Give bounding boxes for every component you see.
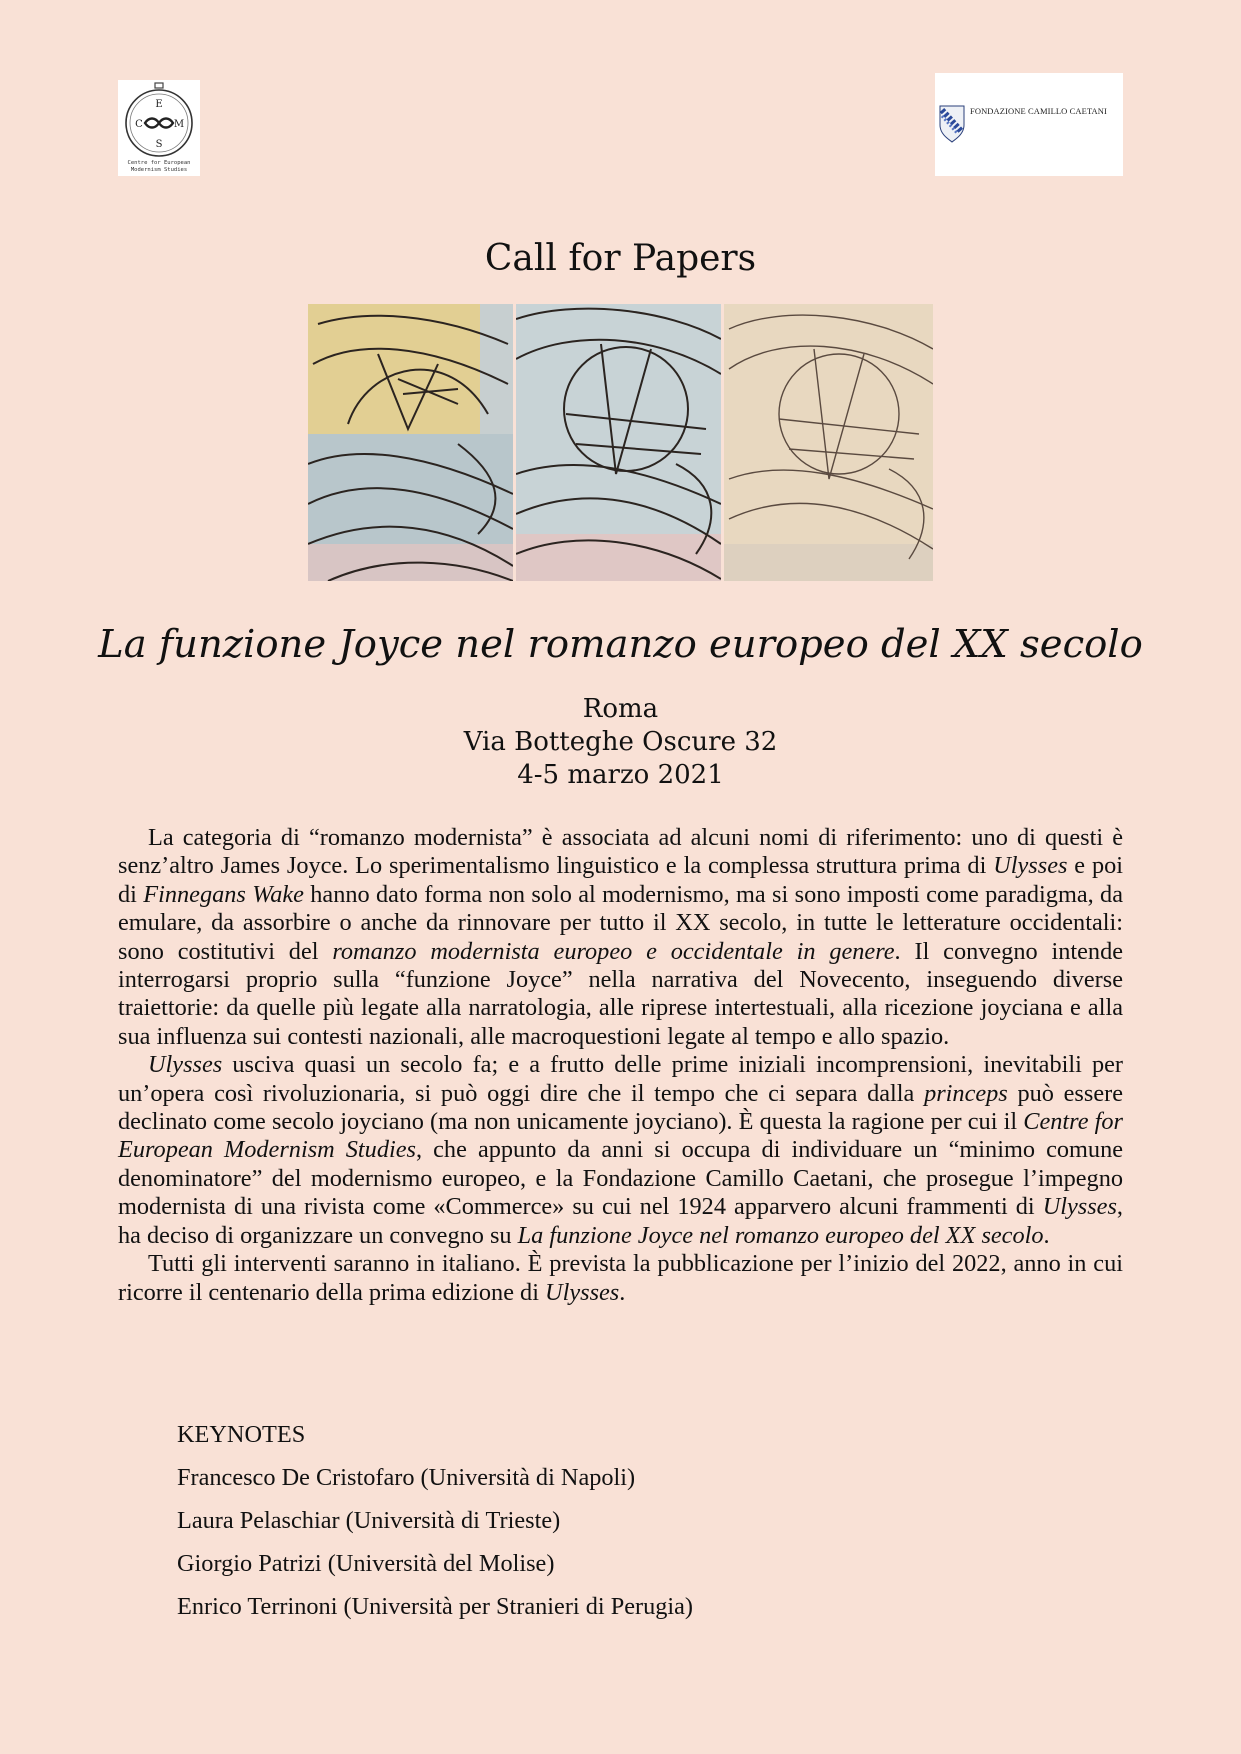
p1-text-2: e poi di [118, 852, 1124, 908]
p1-italic-3: romanzo modernista europeo e occidentale in genere [332, 937, 895, 965]
p1-text-4: . Il convegno intende interrogarsi proprio sulla “funzione Joyce” nella narrativa del Novecento, inseguendo diverse traiettorie: da quelle più legate alla narratologia, alle riprese intertestuali, alla ricezione joyciana e alla sua influenza sui contesti nazionali, alle macroquestioni legate al tempo e allo spazio. [118, 937, 1123, 1050]
p3-italic-1: Ulysses [545, 1278, 620, 1306]
fondazione-name: FONDAZIONE CAMILLO CAETANI [970, 106, 1107, 116]
artwork-panel-2 [516, 304, 721, 581]
p2-text-3: , che appunto da anni si occupa di individuare un “minimo comune denominatore” del modernismo europeo, e la Fondazione Camillo Caetani, che prosegue l’impegno modernista di una rivista come «Commerce» su cui nel 1924 apparvero alcuni frammenti di [118, 1136, 1124, 1221]
paragraph-1 [118, 824, 1123, 1051]
keynotes-heading: KEYNOTES [177, 1421, 306, 1448]
paragraph-2 [118, 1051, 1123, 1250]
p2-italic-4: Ulysses [1042, 1193, 1117, 1221]
p2-italic-1: Ulysses [148, 1051, 223, 1079]
call-for-papers-heading: Call for Papers [484, 238, 757, 279]
venue-block [0, 693, 1241, 792]
venue-dates: 4-5 marzo 2021 [517, 760, 724, 790]
p2-text-1: usciva quasi un secolo fa; e a frutto delle prime iniziali incomprensioni, inevitabili per un’opera così rivoluzionaria, si può oggi dire che il tempo che ci separa dalla [118, 1051, 1123, 1107]
conference-title: La funzione Joyce nel romanzo europeo del XX secolo [98, 622, 1143, 667]
p2-text-4: , ha deciso di organizzare un convegno su [118, 1193, 1123, 1249]
keynote-speaker: Enrico Terrinoni (Università per Stranieri di Perugia) [177, 1593, 694, 1620]
p2-italic-3: Centre for European Modernism Studies [118, 1108, 1124, 1164]
stopwatch-logo-icon [118, 80, 200, 160]
p2-text-5: . [1043, 1221, 1050, 1249]
p2-italic-2: princeps [924, 1079, 1008, 1107]
artwork-panel-3 [724, 304, 933, 581]
body-text [118, 824, 1123, 1307]
keynote-speaker: Giorgio Patrizi (Università del Molise) [177, 1550, 555, 1577]
artwork-triptych [308, 304, 933, 581]
keynote-speaker: Laura Pelaschiar (Università di Trieste) [177, 1507, 561, 1534]
keynote-speaker: Francesco De Cristofaro (Università di Napoli) [177, 1464, 636, 1491]
artwork-panel-1 [308, 304, 513, 581]
fondazione-logo [935, 73, 1123, 176]
p3-text-2: . [619, 1278, 626, 1306]
keynotes-section [177, 1420, 693, 1635]
logo-caption-line2: Modernism Studies [130, 167, 188, 173]
p2-italic-5: La funzione Joyce nel romanzo europeo del XX secolo [517, 1221, 1044, 1249]
shield-crest-icon [939, 105, 965, 143]
p1-text-3: hanno dato forma non solo al modernismo, ma si sono imposti come paradigma, da emulare, da assorbire o anche da rinnovare per tutto il XX secolo, in tutte le letterature occidentali: sono costitutivi del [118, 880, 1123, 965]
p3-text-1: Tutti gli interventi saranno in italiano. È prevista la pubblicazione per l’inizio del 2022, anno in cui ricorre il centenario della prima edizione di [118, 1250, 1123, 1306]
venue-address: Via Botteghe Oscure 32 [463, 727, 778, 757]
logo-caption-line1: Centre for European [127, 160, 191, 166]
logo-letter-m: M [173, 119, 185, 130]
logo-letter-s: S [155, 139, 163, 150]
p1-italic-1: Ulysses [993, 852, 1068, 880]
cems-logo [118, 80, 200, 176]
p1-italic-2: Finnegans Wake [143, 880, 304, 908]
logo-letter-e: E [155, 99, 163, 110]
paragraph-3 [118, 1250, 1123, 1307]
p2-text-2: può essere declinato come secolo joyciano (ma non unicamente joyciano). È questa la ragione per cui il [118, 1079, 1123, 1136]
logo-letter-c: C [135, 119, 143, 130]
p1-text-1: La categoria di “romanzo modernista” è associata ad alcuni nomi di riferimento: uno di questi è senz’altro James Joyce. Lo sperimentalismo linguistico e la complessa struttura prima di [118, 824, 1123, 880]
venue-city: Roma [582, 694, 659, 724]
